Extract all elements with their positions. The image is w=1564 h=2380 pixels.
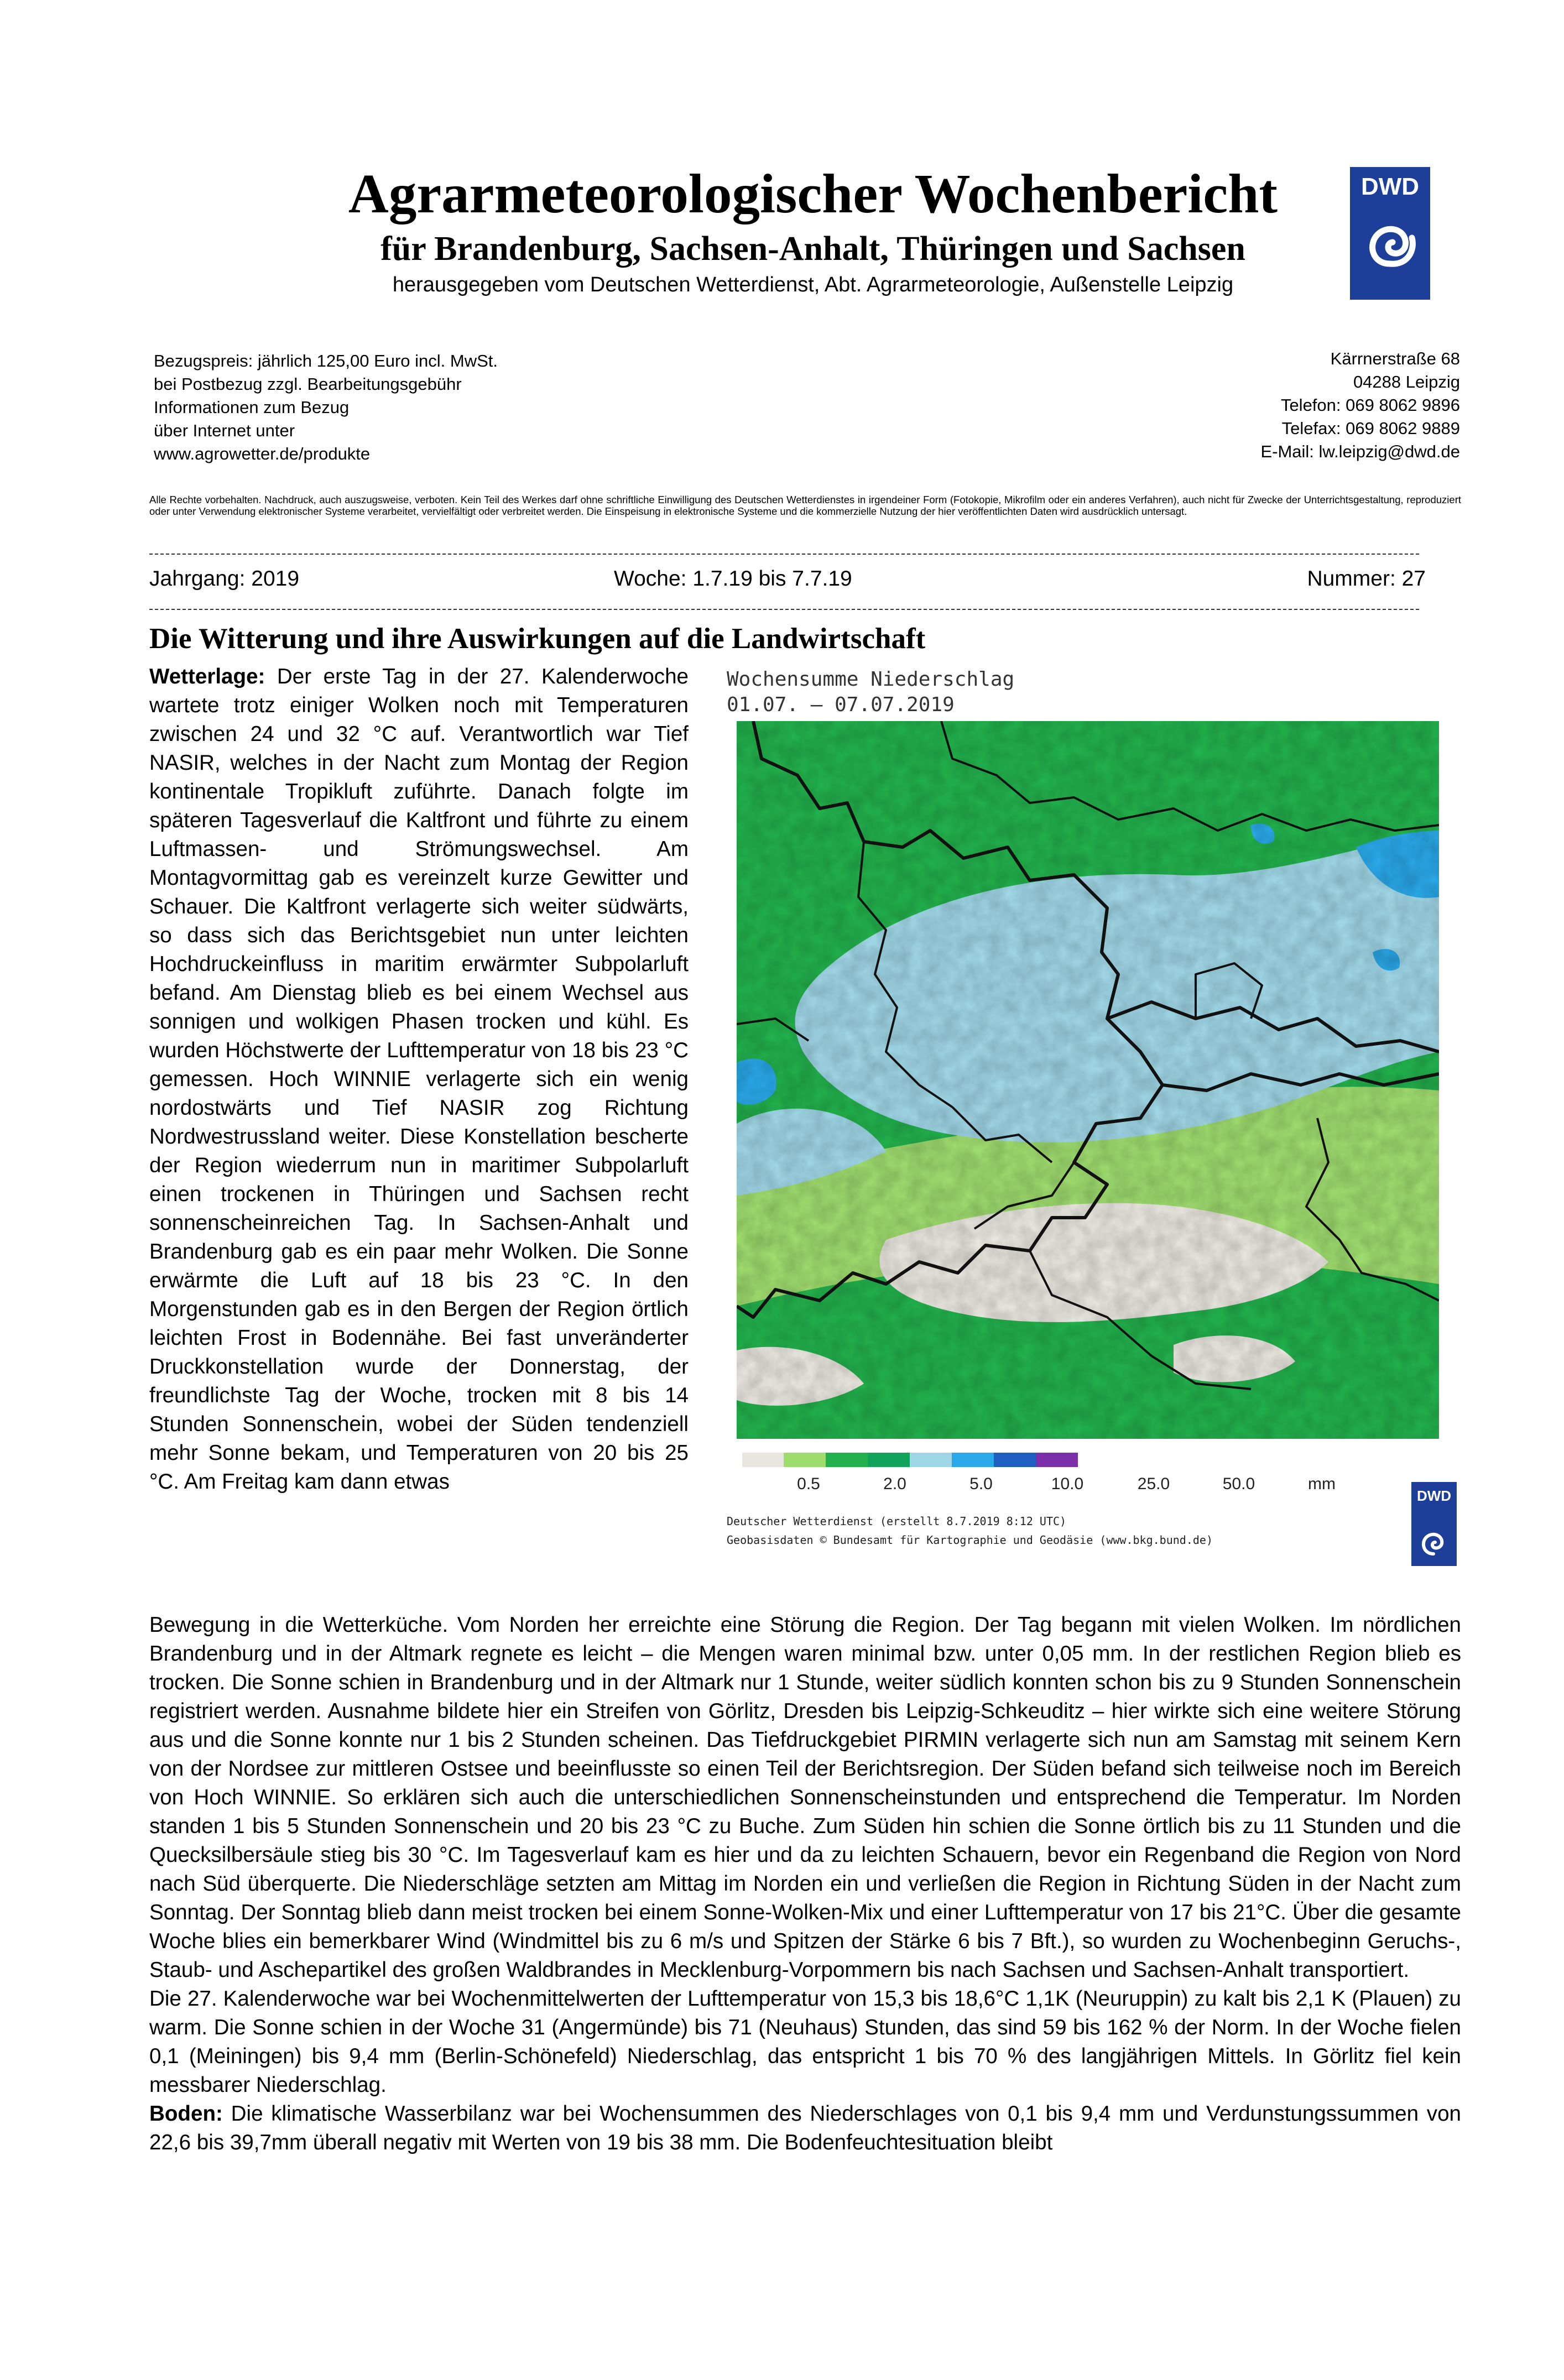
map-geodata-credit: Geobasisdaten © Bundesamt für Kartographie und Geodäsie (www.bkg.bund.de) — [727, 1533, 1213, 1547]
legend-label: 10.0 — [1051, 1475, 1084, 1493]
legend-swatch — [868, 1453, 910, 1467]
map-area — [737, 721, 1439, 1439]
report-subtitle: für Brandenburg, Sachsen-Anhalt, Thüringen und Sachsen — [380, 230, 1245, 268]
legend-label: 50.0 — [1222, 1475, 1255, 1493]
info-left-line: über Internet unter — [154, 421, 295, 440]
report-title: Agrarmeteorologischer Wochenbericht — [348, 163, 1278, 225]
jahrgang: Jahrgang: 2019 — [149, 567, 300, 591]
legend-swatch — [742, 1453, 784, 1467]
legend-swatch — [952, 1453, 994, 1467]
legend-swatch — [994, 1453, 1036, 1467]
map-credit: Deutscher Wetterdienst (erstellt 8.7.2019 8:12 UTC) — [727, 1515, 1067, 1528]
info-right-email[interactable]: E-Mail: lw.leipzig@dwd.de — [1260, 442, 1460, 461]
map-title: Wochensumme Niederschlag — [727, 668, 1015, 691]
info-left-line: bei Postbezug zzgl. Bearbeitungsgebühr — [154, 374, 462, 394]
dashed-divider — [149, 608, 1421, 610]
summary-paragraph: Die 27. Kalenderwoche war bei Wochenmittelwerten der Lufttemperatur von 15,3 bis 18,6°C 1,1K (Neuruppin) zu kalt bis 2,1 K (Plauen) zu warm. Die Sonne schien in der Woche 31 (Angermünde) bis 71 (Neuhaus) Stunden, das sind 59 bis 162 % der Norm. In der Woche fielen 0,1 (Meiningen) bis 9,4 mm (Berlin-Schönefeld) Niederschlag, das entspricht 1 bis 70 % des langjährigen Mittels. In Görlitz fiel kein messbarer Niederschlag. — [149, 1987, 1461, 2097]
nummer: Nummer: 27 — [1307, 567, 1426, 591]
info-right-line: Telefax: 069 8062 9889 — [1281, 419, 1460, 438]
rights-notice: Alle Rechte vorbehalten. Nachdruck, auch auszugsweise, verboten. Kein Teil des Werkes darf ohne schriftliche Einwilligung des Deutschen Wetterdienstes in irgendeiner Form (Fotokopie, Mikrofilm oder ein anderes Verfahren), auch nicht für Zwecke der Unterrichtsgestaltung, reproduziert oder unter Verwendung elektronischer Systeme verarbeitet, vervielfältigt oder verbreitet werden. Die Einspeisung in elektronische Systeme und die kommerzielle Nutzung der hier veröffentlichten Daten wird ausdrücklich untersagt. — [149, 494, 1461, 517]
info-left-link[interactable]: www.agrowetter.de/produkte — [154, 444, 371, 463]
dashed-divider — [149, 553, 1421, 555]
legend-label: 25.0 — [1137, 1475, 1170, 1493]
legend-swatch — [1036, 1453, 1078, 1467]
map-legend — [742, 1453, 1336, 1493]
report-body — [149, 1611, 1461, 2157]
map-dwd-logo — [1411, 1482, 1457, 1566]
legend-swatch — [910, 1453, 952, 1467]
publisher-line: herausgegeben vom Deutschen Wetterdienst, Abt. Agrarmeteorologie, Außenstelle Leipzig — [392, 273, 1234, 296]
dwd-logo-text: DWD — [1360, 173, 1420, 200]
section-title: Die Witterung und ihre Auswirkungen auf die Landwirtschaft — [149, 623, 926, 655]
info-left-line: Bezugspreis: jährlich 125,00 Euro incl. MwSt. — [154, 351, 498, 370]
boden-label: Boden: — [149, 2102, 223, 2126]
wetterlage-text: Der erste Tag in der 27. Kalenderwoche wartete trotz einiger Wolken noch mit Temperaturen zwischen 24 und 32 °C auf. Verantwortlich war Tief NASIR, welches in der Nacht zum Montag der Region kontinentale Tropikluft zuführte. Danach folgte im späteren Tagesverlauf die Kaltfront und führte zu einem Luftmassen- und Strömungswechsel. Am Montagvormittag gab es vereinzelt kurze Gewitter und Schauer. Die Kaltfront verlagerte sich weiter südwärts, so dass sich das Berichtsgebiet nun unter leichten Hochdruckeinfluss in maritim erwärmter Subpolarluft befand. Am Dienstag blieb es bei einem Wechsel aus sonnigen und wolkigen Phasen trocken und kühl. Es wurden Höchstwerte der Lufttemperatur von 18 bis 23 °C gemessen. Hoch WINNIE verlagerte sich ein wenig nordostwärts und Tief NASIR zog Richtung Nordwestrussland weiter. Diese Konstellation bescherte der Region wiederrum nun in maritimer Subpolarluft einen trockenen in Thüringen und Sachsen recht sonnenscheinreichen Tag. In Sachsen-Anhalt und Brandenburg gab es ein paar mehr Wolken. Die Sonne erwärmte die Luft auf 18 bis 23 °C. In den Morgenstunden gab es in den Bergen der Region örtlich leichten Frost in Bodennähe. Bei fast unveränderter Druckkonstellation wurde der Donnerstag, der freundlichste Tag der Woche, trocken mit 8 bis 14 Stunden Sonnenschein, wobei der Süden tendenziell mehr Sonne bekam, und Temperaturen von 20 bis 25 °C. Am Freitag kam dann etwas — [149, 665, 689, 1494]
legend-label: 0.5 — [797, 1475, 820, 1493]
contact-info — [1260, 347, 1460, 463]
legend-swatch — [826, 1453, 868, 1467]
wetterlage-label: Wetterlage: — [149, 665, 265, 688]
info-right-line: Kärrnerstraße 68 — [1330, 349, 1460, 368]
map-logo-text: DWD — [1416, 1488, 1452, 1504]
info-right-line: 04288 Leipzig — [1353, 372, 1460, 392]
legend-label: 5.0 — [969, 1475, 993, 1493]
dwd-logo — [1350, 167, 1430, 300]
info-right-line: Telefon: 069 8062 9896 — [1280, 395, 1460, 415]
boden-paragraph — [149, 2100, 1461, 2157]
legend-label: 2.0 — [883, 1475, 906, 1493]
map-date-range: 01.07. – 07.07.2019 — [727, 693, 955, 716]
wetterlage-paragraph — [149, 662, 689, 1496]
wetterlage-continuation: Bewegung in die Wetterküche. Vom Norden her erreichte eine Störung die Region. Der Tag begann mit vielen Wolken. Im nördlichen Brandenburg und in der Altmark regnete es leicht – die Mengen waren minimal bzw. unter 0,05 mm. In der restlichen Region blieb es trocken. Die Sonne schien in Brandenburg und in der Altmark nur 1 Stunde, weiter südlich konnten schon bis zu 9 Stunden Sonnenschein registriert werden. Ausnahme bildete hier ein Streifen von Görlitz, Dresden bis Leipzig-Schkeuditz – hier wirkte sich eine weitere Störung aus und die Sonne konnte nur 1 bis 2 Stunden scheinen. Das Tiefdruckgebiet PIRMIN verlagerte sich nun am Samstag mit seinem Kern von der Nordsee zur mittleren Ostsee und beeinflusste so einen Teil der Berichtsregion. Der Süden befand sich teilweise noch im Bereich von Hoch WINNIE. So erklären sich auch die unterschiedlichen Sonnenscheinstunden und entsprechend die Temperatur. Im Norden standen 1 bis 5 Stunden Sonnenschein und 20 bis 23 °C zu Buche. Zum Süden hin schien die Sonne örtlich bis zu 11 Stunden und die Quecksilbersäule stieg bis 30 °C. Im Tagesverlauf kam es hier und da zu leichten Schauern, bevor ein Regenband die Region von Nord nach Süd überquerte. Die Niederschläge setzten am Mittag im Norden ein und verließen die Region in Richtung Süden in der Nacht zum Sonntag. Der Sonntag blieb dann meist trocken bei einem Sonne-Wolken-Mix und einer Lufttemperatur von 17 bis 21°C. Über die gesamte Woche blies ein bemerkbarer Wind (Windmittel bis zu 6 m/s und Spitzen der Stärke 6 bis 7 Bft.), so wurden zu Wochenbeginn Geruchs-, Staub- und Aschepartikel des großen Waldbrandes in Mecklenburg-Vorpommern bis nach Sachsen und Sachsen-Anhalt transportiert. — [149, 1613, 1461, 1982]
precipitation-map — [720, 665, 1458, 1580]
woche: Woche: 1.7.19 bis 7.7.19 — [614, 567, 852, 591]
legend-swatch — [784, 1453, 826, 1467]
subscription-info — [154, 349, 498, 466]
info-left-line: Informationen zum Bezug — [154, 398, 350, 417]
boden-text: Die klimatische Wasserbilanz war bei Wochensummen des Niederschlages von 0,1 bis 9,4 mm und Verdunstungssummen von 22,6 bis 39,7mm überall negativ mit Werten von 19 bis 38 mm. Die Bodenfeuchtesituation bleibt — [149, 2102, 1461, 2154]
legend-unit: mm — [1308, 1475, 1336, 1493]
